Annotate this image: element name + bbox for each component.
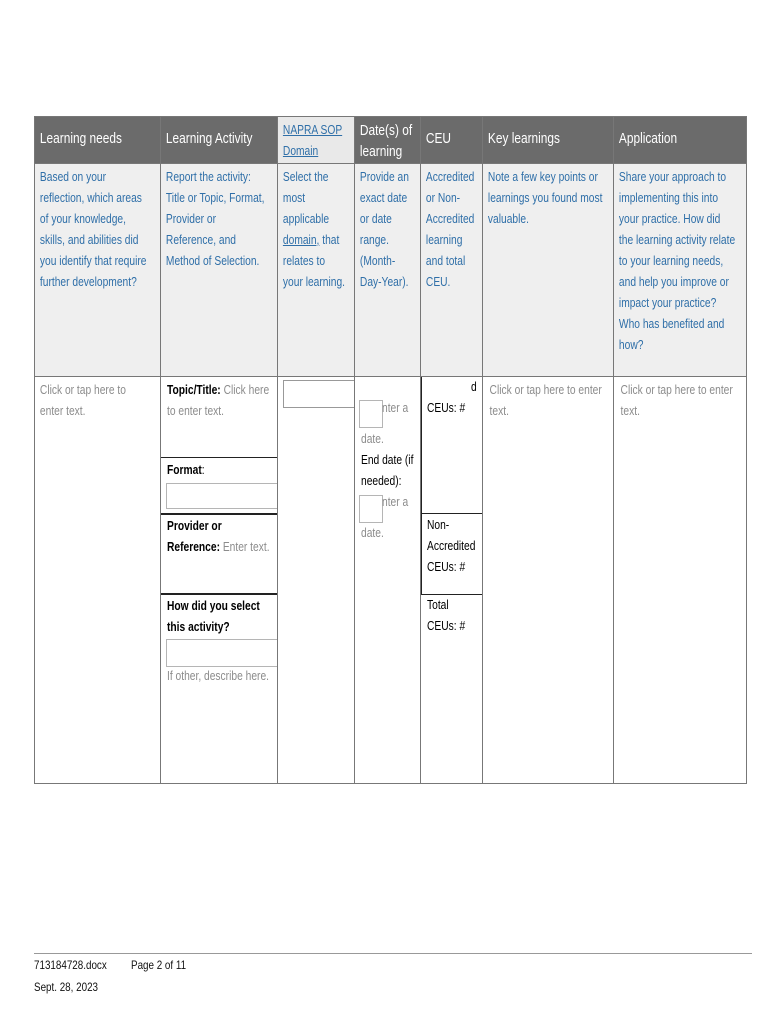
entry-learning-activity <box>161 377 278 784</box>
header-ceu <box>421 117 483 164</box>
end-date-label-wrap <box>361 450 413 492</box>
desc-line: CEU. <box>425 275 451 289</box>
description-row <box>35 164 747 377</box>
desc-line: range. <box>359 233 389 247</box>
header-learning-activity-label: Learning Activity <box>165 131 253 147</box>
desc-line: Who has benefited and <box>618 317 725 331</box>
total-line: CEUs: # <box>427 619 466 633</box>
selection-label: How did you select <box>167 599 260 613</box>
header-napra <box>278 117 355 164</box>
desc-line: Select the <box>282 170 329 184</box>
desc-line: implementing this into <box>618 191 719 205</box>
header-row <box>35 117 747 164</box>
start-date-placeholder[interactable]: nter a <box>382 401 409 415</box>
end-date-picker[interactable] <box>359 495 383 523</box>
desc-line: reflection, which areas <box>39 191 142 205</box>
placeholder-line: text. <box>489 404 509 418</box>
learning-plan-table <box>34 116 747 784</box>
entry-dates <box>355 377 421 784</box>
entry-row <box>35 377 747 784</box>
desc-line: most <box>282 191 306 205</box>
non-accredited-line: Non- <box>427 518 450 532</box>
desc-key-learnings <box>483 164 614 377</box>
desc-line: of your knowledge, <box>39 212 126 226</box>
end-date-label: needed): <box>361 474 402 488</box>
domain-link[interactable]: domain, <box>282 233 320 247</box>
total-line: Total <box>427 598 449 612</box>
desc-line: exact date <box>359 191 408 205</box>
format-colon: : <box>201 463 205 477</box>
header-dates-line1: Date(s) of <box>359 123 413 139</box>
desc-learning-needs <box>35 164 161 377</box>
header-key-learnings <box>483 117 614 164</box>
entry-learning-needs[interactable] <box>35 377 161 784</box>
desc-application <box>614 164 747 377</box>
napra-sop-link[interactable]: NAPRA SOP <box>282 123 343 137</box>
entry-napra <box>278 377 355 784</box>
desc-line: Method of Selection. <box>165 254 260 268</box>
header-key-learnings-label: Key learnings <box>487 131 560 147</box>
desc-line: relates to <box>282 254 326 268</box>
placeholder-line: Click or tap here to enter <box>489 383 602 397</box>
selection-dropdown[interactable] <box>166 639 278 667</box>
desc-line: impact your practice? <box>618 296 717 310</box>
desc-line: learnings you found most <box>487 191 603 205</box>
desc-line: Accredited <box>425 212 475 226</box>
footer-filename: 713184728.docx <box>34 958 107 972</box>
desc-line: skills, and abilities did <box>39 233 139 247</box>
desc-line: your practice. How did <box>618 212 721 226</box>
end-date-placeholder[interactable]: nter a <box>382 495 409 509</box>
total-ceus-field[interactable] <box>427 595 465 637</box>
topic-label: Topic/Title: <box>167 383 221 397</box>
desc-line: Report the activity: <box>165 170 251 184</box>
non-accredited-line: Accredited <box>427 539 476 553</box>
application-placeholder[interactable] <box>614 377 733 422</box>
topic-placeholder[interactable]: Click here <box>220 383 270 397</box>
desc-line: Day-Year). <box>359 275 409 289</box>
placeholder-line: Click or tap here to enter <box>620 383 733 397</box>
desc-dates <box>355 164 421 377</box>
desc-line: to your learning needs, <box>618 254 724 268</box>
other-description-field[interactable]: If other, describe here. <box>167 669 270 683</box>
format-label-wrap <box>167 460 205 481</box>
desc-line: and total <box>425 254 466 268</box>
provider-field[interactable] <box>167 516 270 558</box>
provider-label: Provider or <box>167 519 222 533</box>
desc-line: how? <box>618 338 644 352</box>
selection-label-wrap <box>167 596 260 638</box>
entry-key-learnings[interactable] <box>483 377 614 784</box>
desc-line: valuable. <box>487 212 529 226</box>
entry-ceu <box>421 377 483 784</box>
desc-learning-activity <box>161 164 278 377</box>
placeholder-line: text. <box>620 404 640 418</box>
placeholder-line: Click or tap here to <box>39 383 126 397</box>
header-dates-line2: learning <box>359 144 403 160</box>
desc-line: learning <box>425 233 463 247</box>
desc-line: Note a few key points or <box>487 170 598 184</box>
desc-line: Provide an <box>359 170 409 184</box>
start-date-picker[interactable] <box>359 400 383 428</box>
entry-application[interactable] <box>614 377 747 784</box>
accredited-label-overflow: d <box>471 380 477 394</box>
desc-line: Reference, and <box>165 233 237 247</box>
desc-line: you identify that require <box>39 254 147 268</box>
desc-line: Share your approach to <box>618 170 727 184</box>
desc-line: Accredited <box>425 170 475 184</box>
end-date-label: End date (if <box>361 453 414 467</box>
topic-placeholder[interactable]: to enter text. <box>167 404 224 418</box>
header-learning-needs-label: Learning needs <box>39 131 122 147</box>
napra-domain-link[interactable]: Domain <box>282 144 319 158</box>
learning-needs-placeholder[interactable] <box>35 377 138 422</box>
header-dates <box>355 117 421 164</box>
desc-line <box>283 230 340 251</box>
desc-line: Based on your <box>39 170 107 184</box>
format-dropdown[interactable] <box>166 483 278 509</box>
provider-label: Reference: <box>167 540 220 554</box>
desc-line: or date <box>359 212 392 226</box>
desc-line: the learning activity relate <box>618 233 736 247</box>
provider-placeholder[interactable]: Enter text. <box>219 540 270 554</box>
desc-ceu <box>421 164 483 377</box>
desc-line: Provider or <box>165 212 217 226</box>
non-accredited-line: CEUs: # <box>427 560 466 574</box>
start-date-placeholder[interactable]: date. <box>361 432 384 446</box>
header-application <box>614 117 747 164</box>
placeholder-line: enter text. <box>39 404 86 418</box>
header-learning-needs <box>35 117 161 164</box>
napra-domain-dropdown[interactable] <box>283 380 355 408</box>
footer-page-number: Page 2 of 11 <box>131 958 187 972</box>
desc-line: applicable <box>282 212 330 226</box>
key-learnings-placeholder[interactable] <box>483 377 602 422</box>
desc-line: and help you improve or <box>618 275 729 289</box>
desc-line: (Month- <box>359 254 396 268</box>
header-application-label: Application <box>618 131 678 147</box>
format-label: Format <box>167 463 202 477</box>
desc-text: that <box>319 233 340 247</box>
desc-line: Title or Topic, Format, <box>165 191 265 205</box>
desc-line: your learning. <box>282 275 346 289</box>
footer-date: Sept. 28, 2023 <box>34 980 99 994</box>
non-accredited-field[interactable] <box>427 515 475 578</box>
end-date-placeholder[interactable]: date. <box>361 526 384 540</box>
header-learning-activity <box>161 117 278 164</box>
desc-napra <box>278 164 355 377</box>
selection-label: this activity? <box>167 620 230 634</box>
topic-field[interactable] <box>167 380 269 422</box>
header-ceu-label: CEU <box>425 131 452 147</box>
desc-line: further development? <box>39 275 137 289</box>
footer-rule <box>34 953 752 954</box>
desc-line: or Non- <box>425 191 461 205</box>
accredited-ceus-field[interactable]: CEUs: # <box>427 401 466 415</box>
header-dates-label <box>355 117 413 163</box>
